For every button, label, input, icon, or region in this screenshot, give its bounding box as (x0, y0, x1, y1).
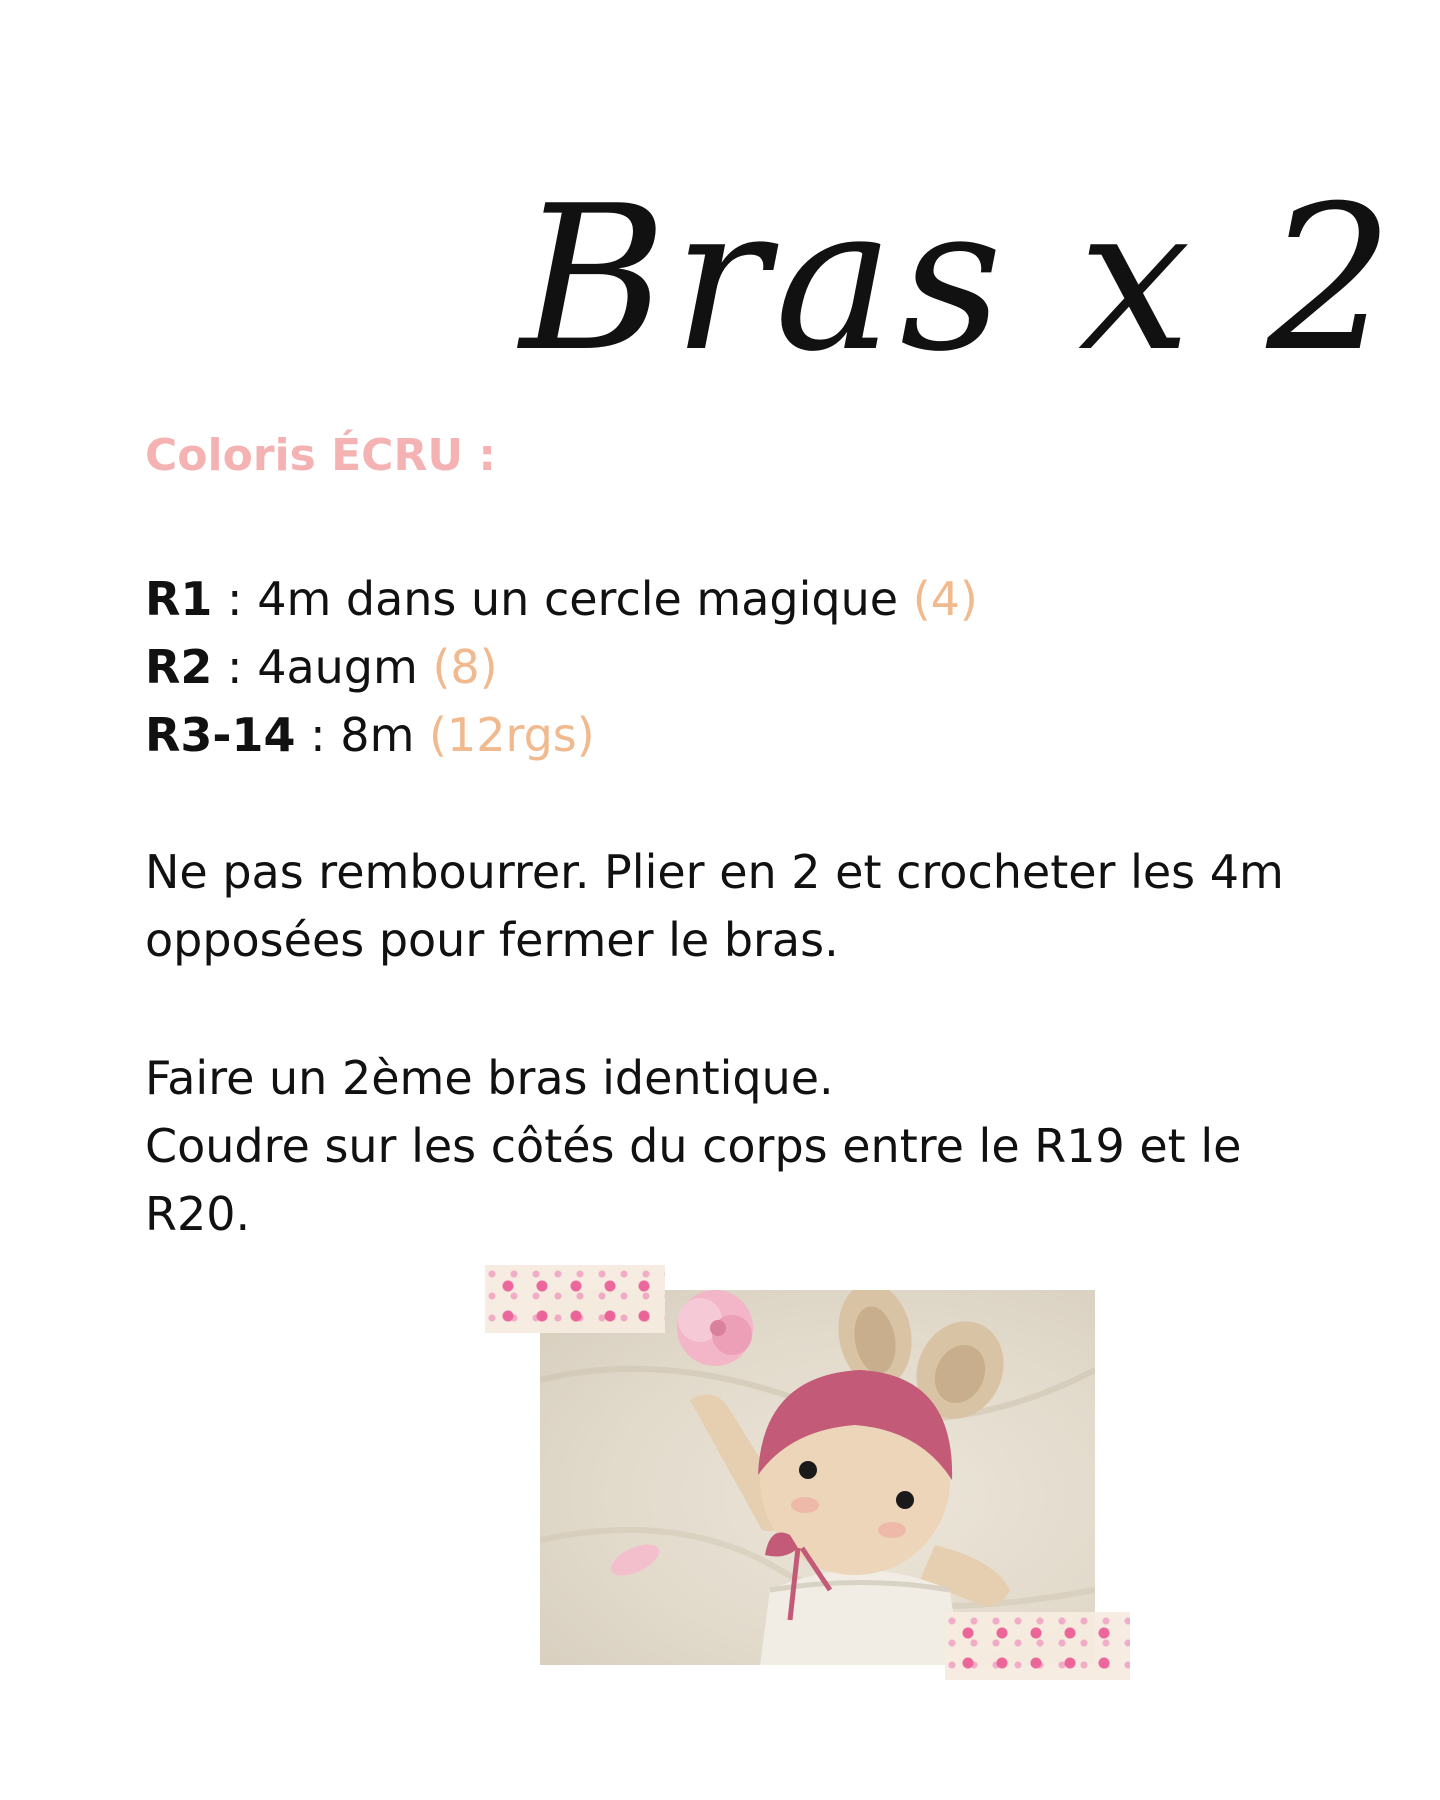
page-title: Bras x 2 (520, 163, 1400, 396)
row-separator: : (212, 572, 258, 626)
washi-tape-hearts (945, 1612, 1130, 1680)
row-count: (4) (912, 572, 978, 626)
finishing-paragraph (145, 1044, 1325, 1248)
row-item (145, 701, 978, 769)
flower-icon (677, 1290, 753, 1366)
row-separator: : (212, 640, 258, 694)
row-code: R3-14 (145, 708, 296, 762)
washi-tape-hearts (485, 1265, 665, 1333)
row-code: R2 (145, 640, 213, 694)
row-item (145, 633, 978, 701)
row-code: R1 (145, 572, 213, 626)
color-heading: Coloris ÉCRU : (145, 430, 496, 481)
finishing-line-1: Faire un 2ème bras identique. (145, 1051, 834, 1105)
row-count: (8) (432, 640, 498, 694)
row-separator: : (295, 708, 341, 762)
rows-list (145, 565, 978, 769)
row-item (145, 565, 978, 633)
instruction-paragraph: Ne pas rembourrer. Plier en 2 et crocheter les 4m opposées pour fermer le bras. (145, 845, 1284, 967)
row-text: 4augm (257, 640, 433, 694)
row-text: 8m (340, 708, 429, 762)
doll-illustration (540, 1290, 1095, 1665)
row-count: (12rgs) (429, 708, 595, 762)
row-text: 4m dans un cercle magique (257, 572, 913, 626)
crochet-bunny-doll-photo (540, 1290, 1095, 1665)
finishing-line-2: Coudre sur les côtés du corps entre le R19 et le R20. (145, 1119, 1242, 1241)
